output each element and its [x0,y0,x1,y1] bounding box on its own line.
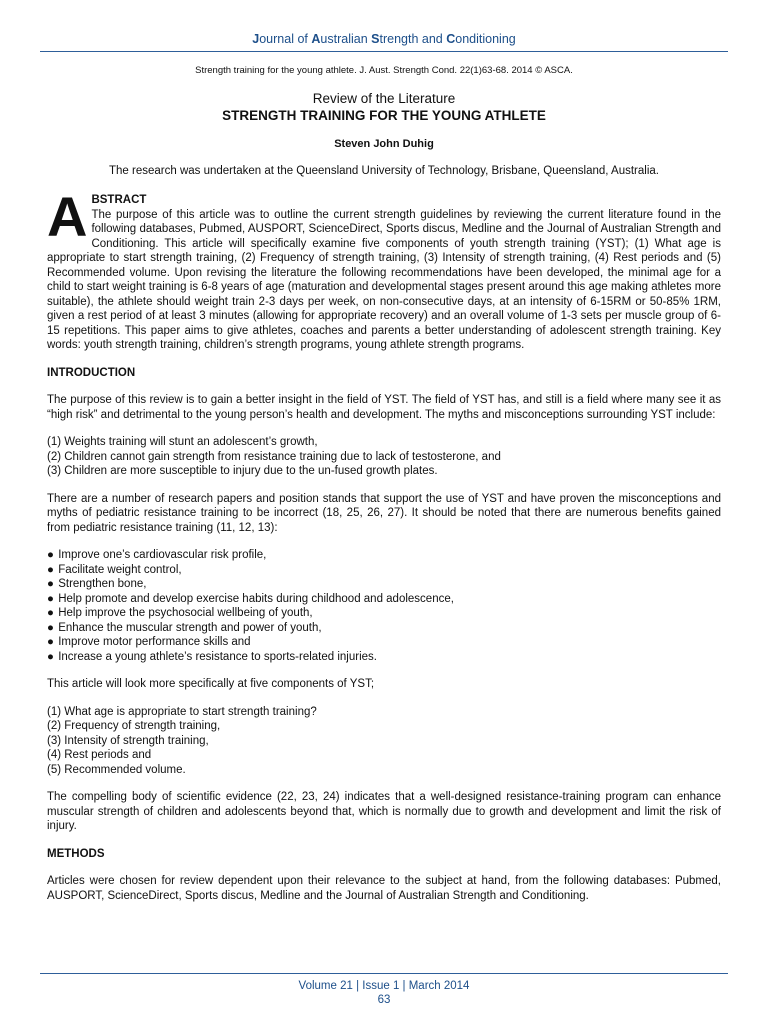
issue-info: Volume 21 | Issue 1 | March 2014 [298,980,470,992]
list-item: ● Improve one’s cardiovascular risk profile, [47,549,267,561]
abstract-text: The purpose of this article was to outline the current strength guidelines by reviewing the current literature found in the following databases, Pubmed, AUSPORT, ScienceDirect, Sports discus, Medline and the Journal of Australian Strength and Conditioning. This article will specifically examine five components of youth strength training (YST); (1) What age is appropriate to start strength training, (2) Frequency of strength training, (3) Intensity of strength training, (4) Rest periods and (5) Recommended volume. Upon revising the literature the following recommendations have been developed, the minimal age for a child to start weight training is 6-8 years of age (maturation and developmental stages present around this age making athletes more suitable), the athlete should weight train 2-3 days per week, on non-consecutive days, at an intensity of 6-15RM or 50-85% 1RM, given a rest period of at least 3 minutes (allowing for appropriate recovery) and an overall volume of 1-3 sets per muscle group of 6-15 repetitions. This paper aims to give athletes, coaches and parents a better understanding of adolescent strength training. Key words: youth strength training, children’s strength programs, young athlete strength programs. [47,208,721,351]
affiliation: The research was undertaken at the Queensland University of Technology, Brisbane, Queensland, Australia. [109,165,659,177]
drop-cap: A [47,185,88,248]
intro-paragraph-1: The purpose of this review is to gain a better insight in the field of YST. The field of YST has, and still is a field where many see it as “high risk” and detrimental to the young person’s health and development. The myths and misconceptions surrounding YST include: [47,394,721,421]
abstract [47,185,721,353]
list-item: ● Enhance the muscular strength and power of youth, [47,621,322,634]
bullet-icon: ● [47,607,54,619]
intro-paragraph-3: This article will look more specifically at five components of YST; [47,678,375,690]
list-item: (2) Children cannot gain strength from resistance training due to lack of testosterone, and [47,450,501,463]
intro-paragraph-4: The compelling body of scientific evidence (22, 23, 24) indicates that a well-designed resistance-training program can enhance muscular strength of children and adolescents beyond that, which is normally due to growth and development and limit the risk of injury. [47,791,721,832]
methods-heading: METHODS [47,847,105,860]
components-list [47,705,721,778]
bullet-icon: ● [47,578,54,590]
list-item: ● Strengthen bone, [47,578,147,590]
section-label: Review of the Literature [312,91,456,106]
citation: Strength training for the young athlete. J. Aust. Strength Cond. 22(1)63-68. 2014 © ASCA. [195,65,573,76]
list-item: ● Facilitate weight control, [47,563,182,576]
journal-title: Journal of Australian Strength and Conditioning [252,32,516,46]
bullet-icon: ● [47,549,54,561]
bullet-icon: ● [47,650,54,663]
bullet-icon: ● [47,592,54,605]
list-item: (1) Weights training will stunt an adolescent’s growth, [47,436,318,448]
abstract-heading: BSTRACT [91,194,147,206]
article-body [47,185,721,903]
list-item: (1) What age is appropriate to start strength training? [47,705,317,718]
benefits-list [47,548,721,664]
list-item: ● Increase a young athlete’s resistance to sports-related injuries. [47,650,377,663]
author: Steven John Duhig [334,138,434,150]
footer [0,979,768,1007]
bullet-icon: ● [47,563,54,576]
list-item: ● Improve motor performance skills and [47,636,251,648]
myths-list [47,435,721,479]
page-number: 63 [377,994,391,1006]
bullet-icon: ● [47,621,54,634]
title-block [0,90,768,124]
methods-paragraph-1: Articles were chosen for review dependent upon their relevance to the subject at hand, from the following databases: Pubmed, AUSPORT, ScienceDirect, Sports discus, Medline and the Journal of Australian Strength and Conditioning. [47,875,721,902]
footer-rule [40,973,728,974]
list-item: (5) Recommended volume. [47,763,186,776]
list-item: ● Help promote and develop exercise habits during childhood and adolescence, [47,592,454,605]
list-item: ● Help improve the psychosocial wellbeing of youth, [47,607,313,619]
list-item: (3) Intensity of strength training, [47,734,209,747]
introduction-heading: INTRODUCTION [47,366,136,379]
list-item: (2) Frequency of strength training, [47,720,221,732]
header-rule [40,51,728,52]
list-item: (4) Rest periods and [47,749,152,761]
list-item: (3) Children are more susceptible to injury due to the un-fused growth plates. [47,465,438,477]
paper-title: STRENGTH TRAINING FOR THE YOUNG ATHLETE [222,108,546,123]
bullet-icon: ● [47,636,54,648]
intro-paragraph-2: There are a number of research papers and position stands that support the use of YST and have proven the misconceptions and myths of pediatric resistance training to be incorrect (18, 25, 26, 27). It should be noted that there are numerous benefits gained from pediatric resistance training (11, 12, 13): [47,492,721,534]
